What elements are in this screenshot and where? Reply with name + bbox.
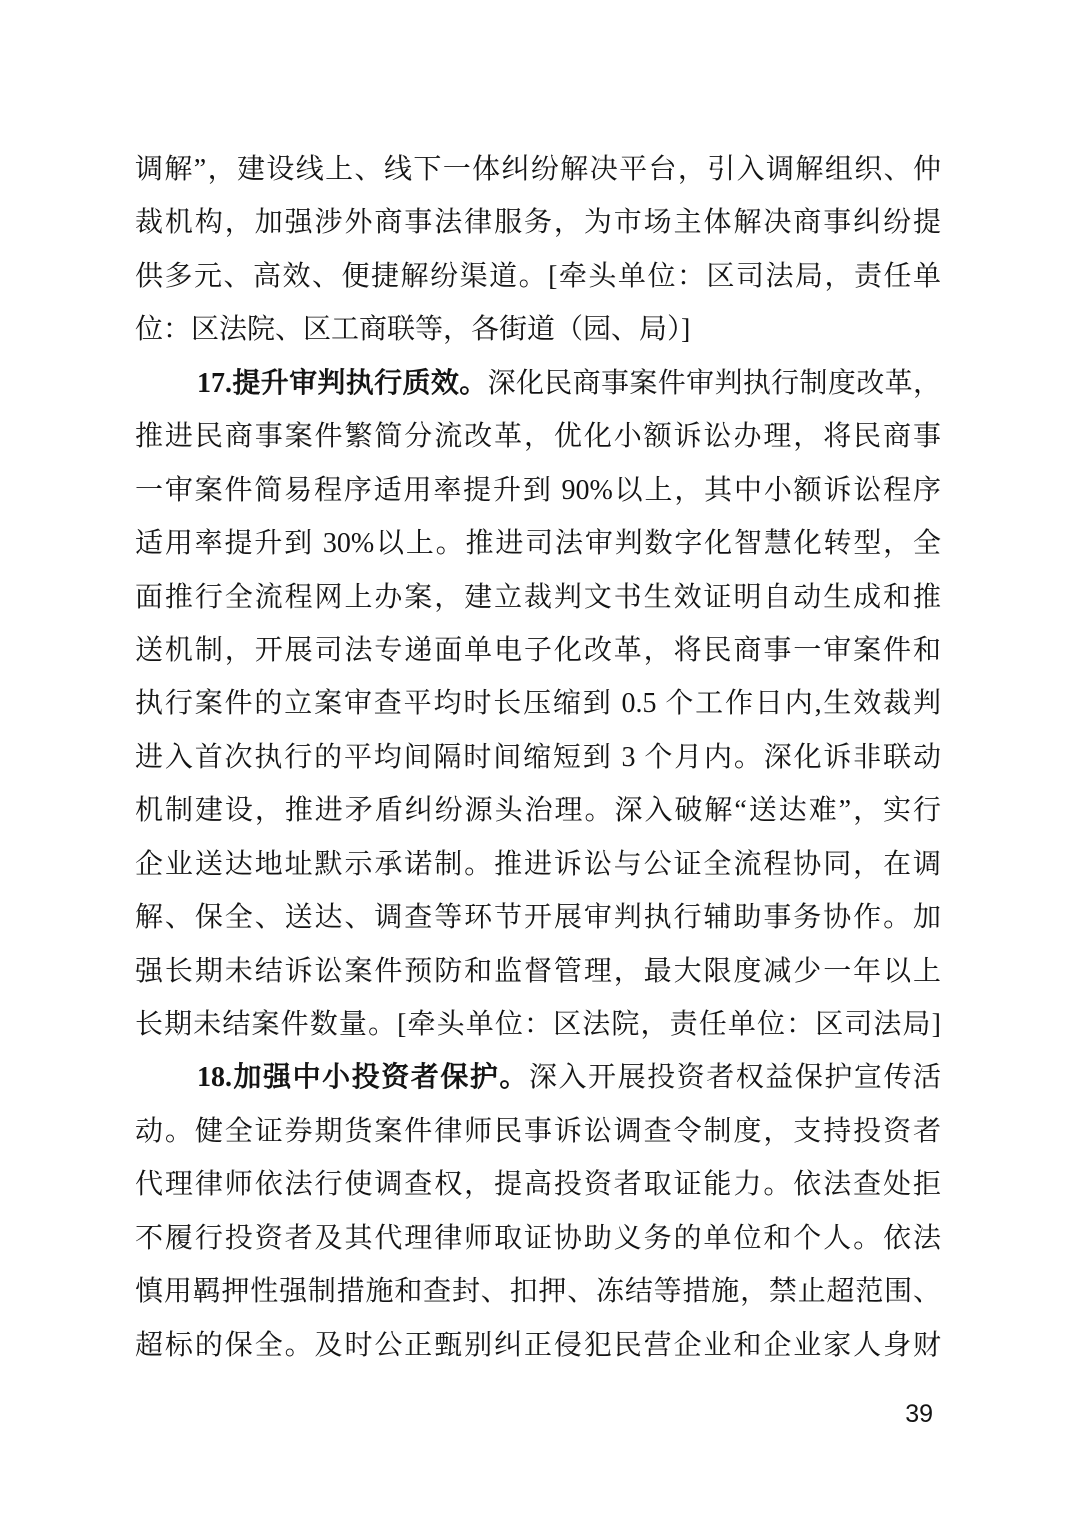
page-number: 39: [905, 1400, 933, 1428]
text-line: [135, 838, 941, 891]
text-run: 强长期未结诉讼案件预防和监督管理，最大限度减少一年以上: [135, 955, 941, 987]
text-run: 动。健全证券期货案件律师民事诉讼调查令制度，支持投资者: [135, 1115, 941, 1147]
text-line: [135, 1319, 941, 1372]
paragraph-17: [135, 357, 941, 1052]
text-line: [135, 571, 941, 624]
text-line: [135, 1158, 941, 1211]
text-line: [135, 891, 941, 944]
text-block: [135, 143, 941, 1372]
paragraph-16-continuation: [135, 143, 941, 357]
text-line: [135, 464, 941, 517]
paragraph-18: [135, 1051, 941, 1372]
text-line: [135, 1265, 941, 1318]
text-line: [135, 1051, 941, 1104]
text-run: 推进民商事案件繁简分流改革，优化小额诉讼办理，将民商事: [135, 421, 941, 453]
text-run: 裁机构，加强涉外商事法律服务，为市场主体解决商事纠纷提: [135, 207, 941, 239]
text-line: [135, 677, 941, 730]
text-run: 不履行投资者及其代理律师取证协助义务的单位和个人。依法: [135, 1222, 941, 1254]
bold-heading-run: 17.提升审判执行质效。: [197, 367, 488, 399]
text-line: [135, 945, 941, 998]
text-line: [135, 784, 941, 837]
text-line: [135, 517, 941, 570]
text-run: 供多元、高效、便捷解纷渠道。[牵头单位：区司法局，责任单: [135, 260, 941, 292]
text-run: 代理律师依法行使调查权，提高投资者取证能力。依法查处拒: [135, 1169, 941, 1201]
text-line: [135, 250, 941, 303]
text-run: 调解”，建设线上、线下一体纠纷解决平台，引入调解组织、仲: [135, 154, 941, 185]
text-line: [135, 1212, 941, 1265]
page-footer: [135, 1398, 941, 1430]
text-run: 深入开展投资者权益保护宣传活: [528, 1062, 941, 1094]
text-run: 企业送达地址默示承诺制。推进诉讼与公证全流程协同，在调: [135, 848, 941, 880]
text-line: [135, 196, 941, 249]
bold-heading-run: 18.加强中小投资者保护。: [197, 1062, 529, 1094]
text-line: [135, 357, 941, 410]
text-run: 面推行全流程网上办案，建立裁判文书生效证明自动生成和推: [135, 581, 941, 613]
text-run: 位：区法院、区工商联等，各街道（园、局）]: [135, 314, 691, 346]
text-line: [135, 303, 941, 356]
text-run: 超标的保全。及时公正甄别纠正侵犯民营企业和企业家人身财: [135, 1329, 941, 1361]
text-run: 深化民商事案件审判执行制度改革，: [487, 367, 941, 399]
text-run: 长期未结案件数量。[牵头单位：区法院，责任单位：区司法局]: [135, 1009, 941, 1040]
text-line: [135, 410, 941, 463]
text-line: [135, 998, 941, 1051]
text-run: 适用率提升到 30%以上。推进司法审判数字化智慧化转型，全: [135, 528, 941, 560]
text-line: [135, 1105, 941, 1158]
text-run: 解、保全、送达、调查等环节开展审判执行辅助事务协作。加: [135, 902, 941, 934]
text-line: [135, 624, 941, 677]
text-run: 执行案件的立案审查平均时长压缩到 0.5 个工作日内,生效裁判: [135, 688, 941, 720]
text-run: 慎用羁押性强制措施和查封、扣押、冻结等措施，禁止超范围、: [135, 1276, 941, 1308]
text-line: [135, 143, 941, 196]
text-run: 送机制，开展司法专递面单电子化改革，将民商事一审案件和: [135, 634, 941, 666]
text-line: [135, 731, 941, 784]
text-run: 进入首次执行的平均间隔时间缩短到 3 个月内。深化诉非联动: [135, 741, 941, 773]
text-run: 机制建设，推进矛盾纠纷源头治理。深入破解“送达难”，实行: [135, 795, 941, 827]
text-run: 一审案件简易程序适用率提升到 90%以上，其中小额诉讼程序: [135, 474, 941, 506]
